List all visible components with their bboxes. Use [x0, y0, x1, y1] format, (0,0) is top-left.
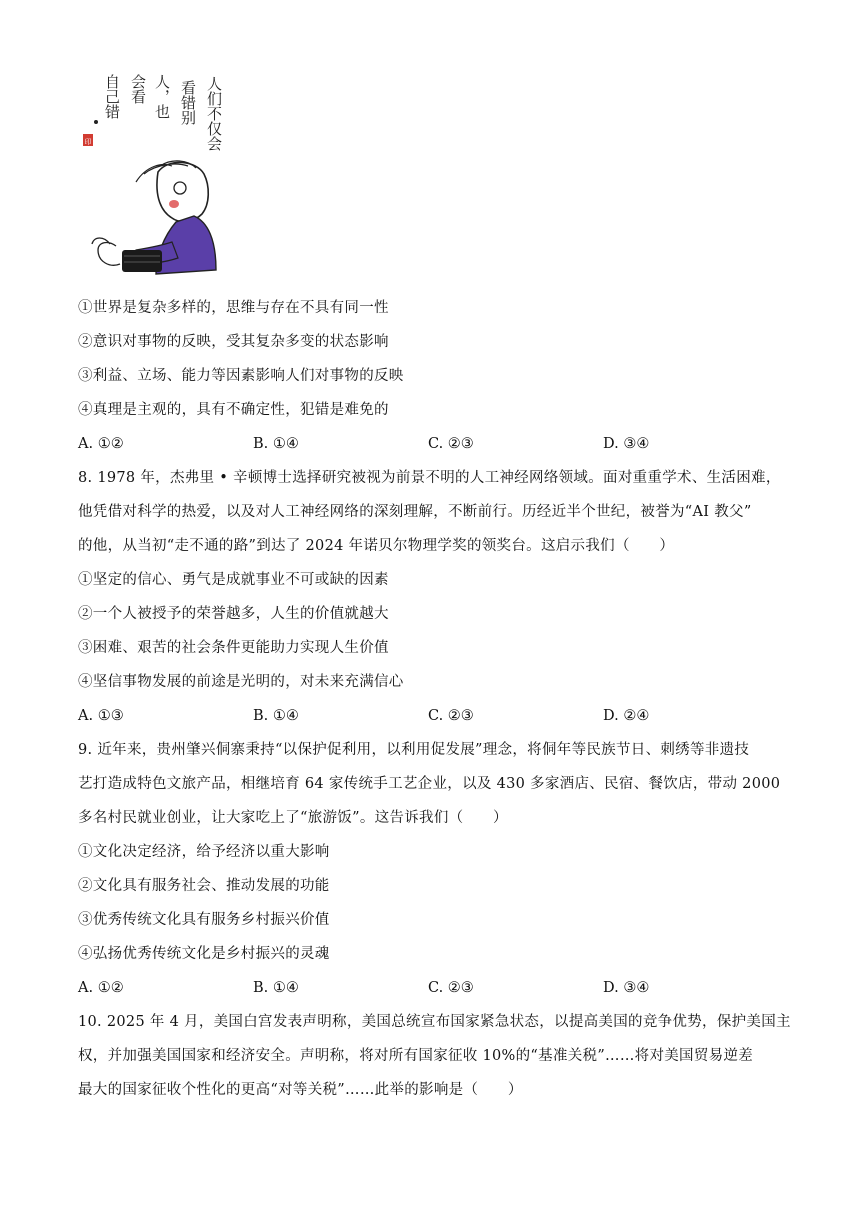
- cartoon-illustration: [76, 70, 236, 285]
- q7-statement-3: ③利益、立场、能力等因素影响人们对事物的反映: [78, 368, 404, 384]
- caption-column-3: 人，也: [153, 74, 171, 119]
- q9-statement-2: ②文化具有服务社会、推动发展的功能: [78, 878, 330, 894]
- q7-option-b[interactable]: B. ①④: [253, 436, 299, 452]
- q9-options: [0, 978, 860, 998]
- q9-statement-1: ①文化决定经济，给予经济以重大影响: [78, 844, 330, 860]
- dark-object: [122, 250, 162, 272]
- q9-stem-line-2: 艺打造成特色文旅产品，相继培育 64 家传统手工艺企业，以及 430 多家酒店、民宿、餐饮店，带动 2000: [78, 776, 781, 792]
- q9-stem-line-3: 多名村民就业创业，让大家吃上了“旅游饭”。这告诉我们（ ）: [78, 810, 508, 826]
- q9-option-a[interactable]: A. ①②: [78, 980, 124, 996]
- q7-option-d[interactable]: D. ③④: [603, 436, 650, 452]
- q7-option-a[interactable]: A. ①②: [78, 436, 124, 452]
- q8-option-c[interactable]: C. ②③: [428, 708, 474, 724]
- seal-text: 印: [84, 138, 92, 146]
- q8-statement-1: ①坚定的信心、勇气是成就事业不可或缺的因素: [78, 572, 389, 588]
- caption-column-5: 自己错: [103, 74, 121, 119]
- caption-column-4: 会看: [129, 74, 147, 104]
- q9-stem-line-1: 9. 近年来，贵州肇兴侗寨秉持“以保护促利用，以利用促发展”理念，将侗年等民族节日、刺绣等非遗技: [78, 742, 750, 758]
- q8-statement-2: ②一个人被授予的荣誉越多，人生的价值就越大: [78, 606, 389, 622]
- q9-option-b[interactable]: B. ①④: [253, 980, 299, 996]
- q9-option-c[interactable]: C. ②③: [428, 980, 474, 996]
- caption-column-1: 人们不仅会: [205, 76, 223, 151]
- q10-stem-line-2: 权，并加强美国国家和经济安全。声明称，将对所有国家征收 10%的“基准关税”……将对美国贸易逆差: [78, 1048, 754, 1064]
- q10-stem-line-3: 最大的国家征收个性化的更高“对等关税”……此举的影响是（ ）: [78, 1082, 523, 1098]
- feet: [92, 238, 120, 265]
- caption-column-2: 看错别: [179, 80, 197, 125]
- q9-statement-3: ③优秀传统文化具有服务乡村振兴价值: [78, 912, 330, 928]
- q7-statement-1: ①世界是复杂多样的，思维与存在不具有同一性: [78, 300, 389, 316]
- q8-option-d[interactable]: D. ②④: [603, 708, 650, 724]
- q8-stem-line-3: 的他，从当初“走不通的路”到达了 2024 年诺贝尔物理学奖的领奖台。这启示我们（ ）: [78, 538, 675, 554]
- q7-option-c[interactable]: C. ②③: [428, 436, 474, 452]
- q8-option-a[interactable]: A. ①③: [78, 708, 124, 724]
- blush-mark: [169, 200, 179, 208]
- q7-statement-2: ②意识对事物的反映，受其复杂多变的状态影响: [78, 334, 389, 350]
- caption-dot: [94, 120, 98, 124]
- q8-stem-line-2: 他凭借对科学的热爱，以及对人工神经网络的深刻理解，不断前行。历经近半个世纪，被誉为“AI 教父”: [78, 504, 752, 520]
- q9-statement-4: ④弘扬优秀传统文化是乡村振兴的灵魂: [78, 946, 330, 962]
- head-outline: [157, 162, 208, 221]
- q7-statement-4: ④真理是主观的，具有不确定性，犯错是难免的: [78, 402, 389, 418]
- q9-option-d[interactable]: D. ③④: [603, 980, 650, 996]
- q8-statement-3: ③困难、艰苦的社会条件更能助力实现人生价值: [78, 640, 389, 656]
- q8-options: [0, 706, 860, 726]
- q10-stem-line-1: 10. 2025 年 4 月，美国白宫发表声明称，美国总统宣布国家紧急状态，以提高美国的竞争优势，保护美国主: [78, 1014, 791, 1030]
- q8-statement-4: ④坚信事物发展的前途是光明的，对未来充满信心: [78, 674, 404, 690]
- q8-option-b[interactable]: B. ①④: [253, 708, 299, 724]
- q7-options: [0, 434, 860, 454]
- q8-stem-line-1: 8. 1978 年，杰弗里 • 辛顿博士选择研究被视为前景不明的人工神经网络领域。面对重重学术、生活困难，: [78, 470, 781, 486]
